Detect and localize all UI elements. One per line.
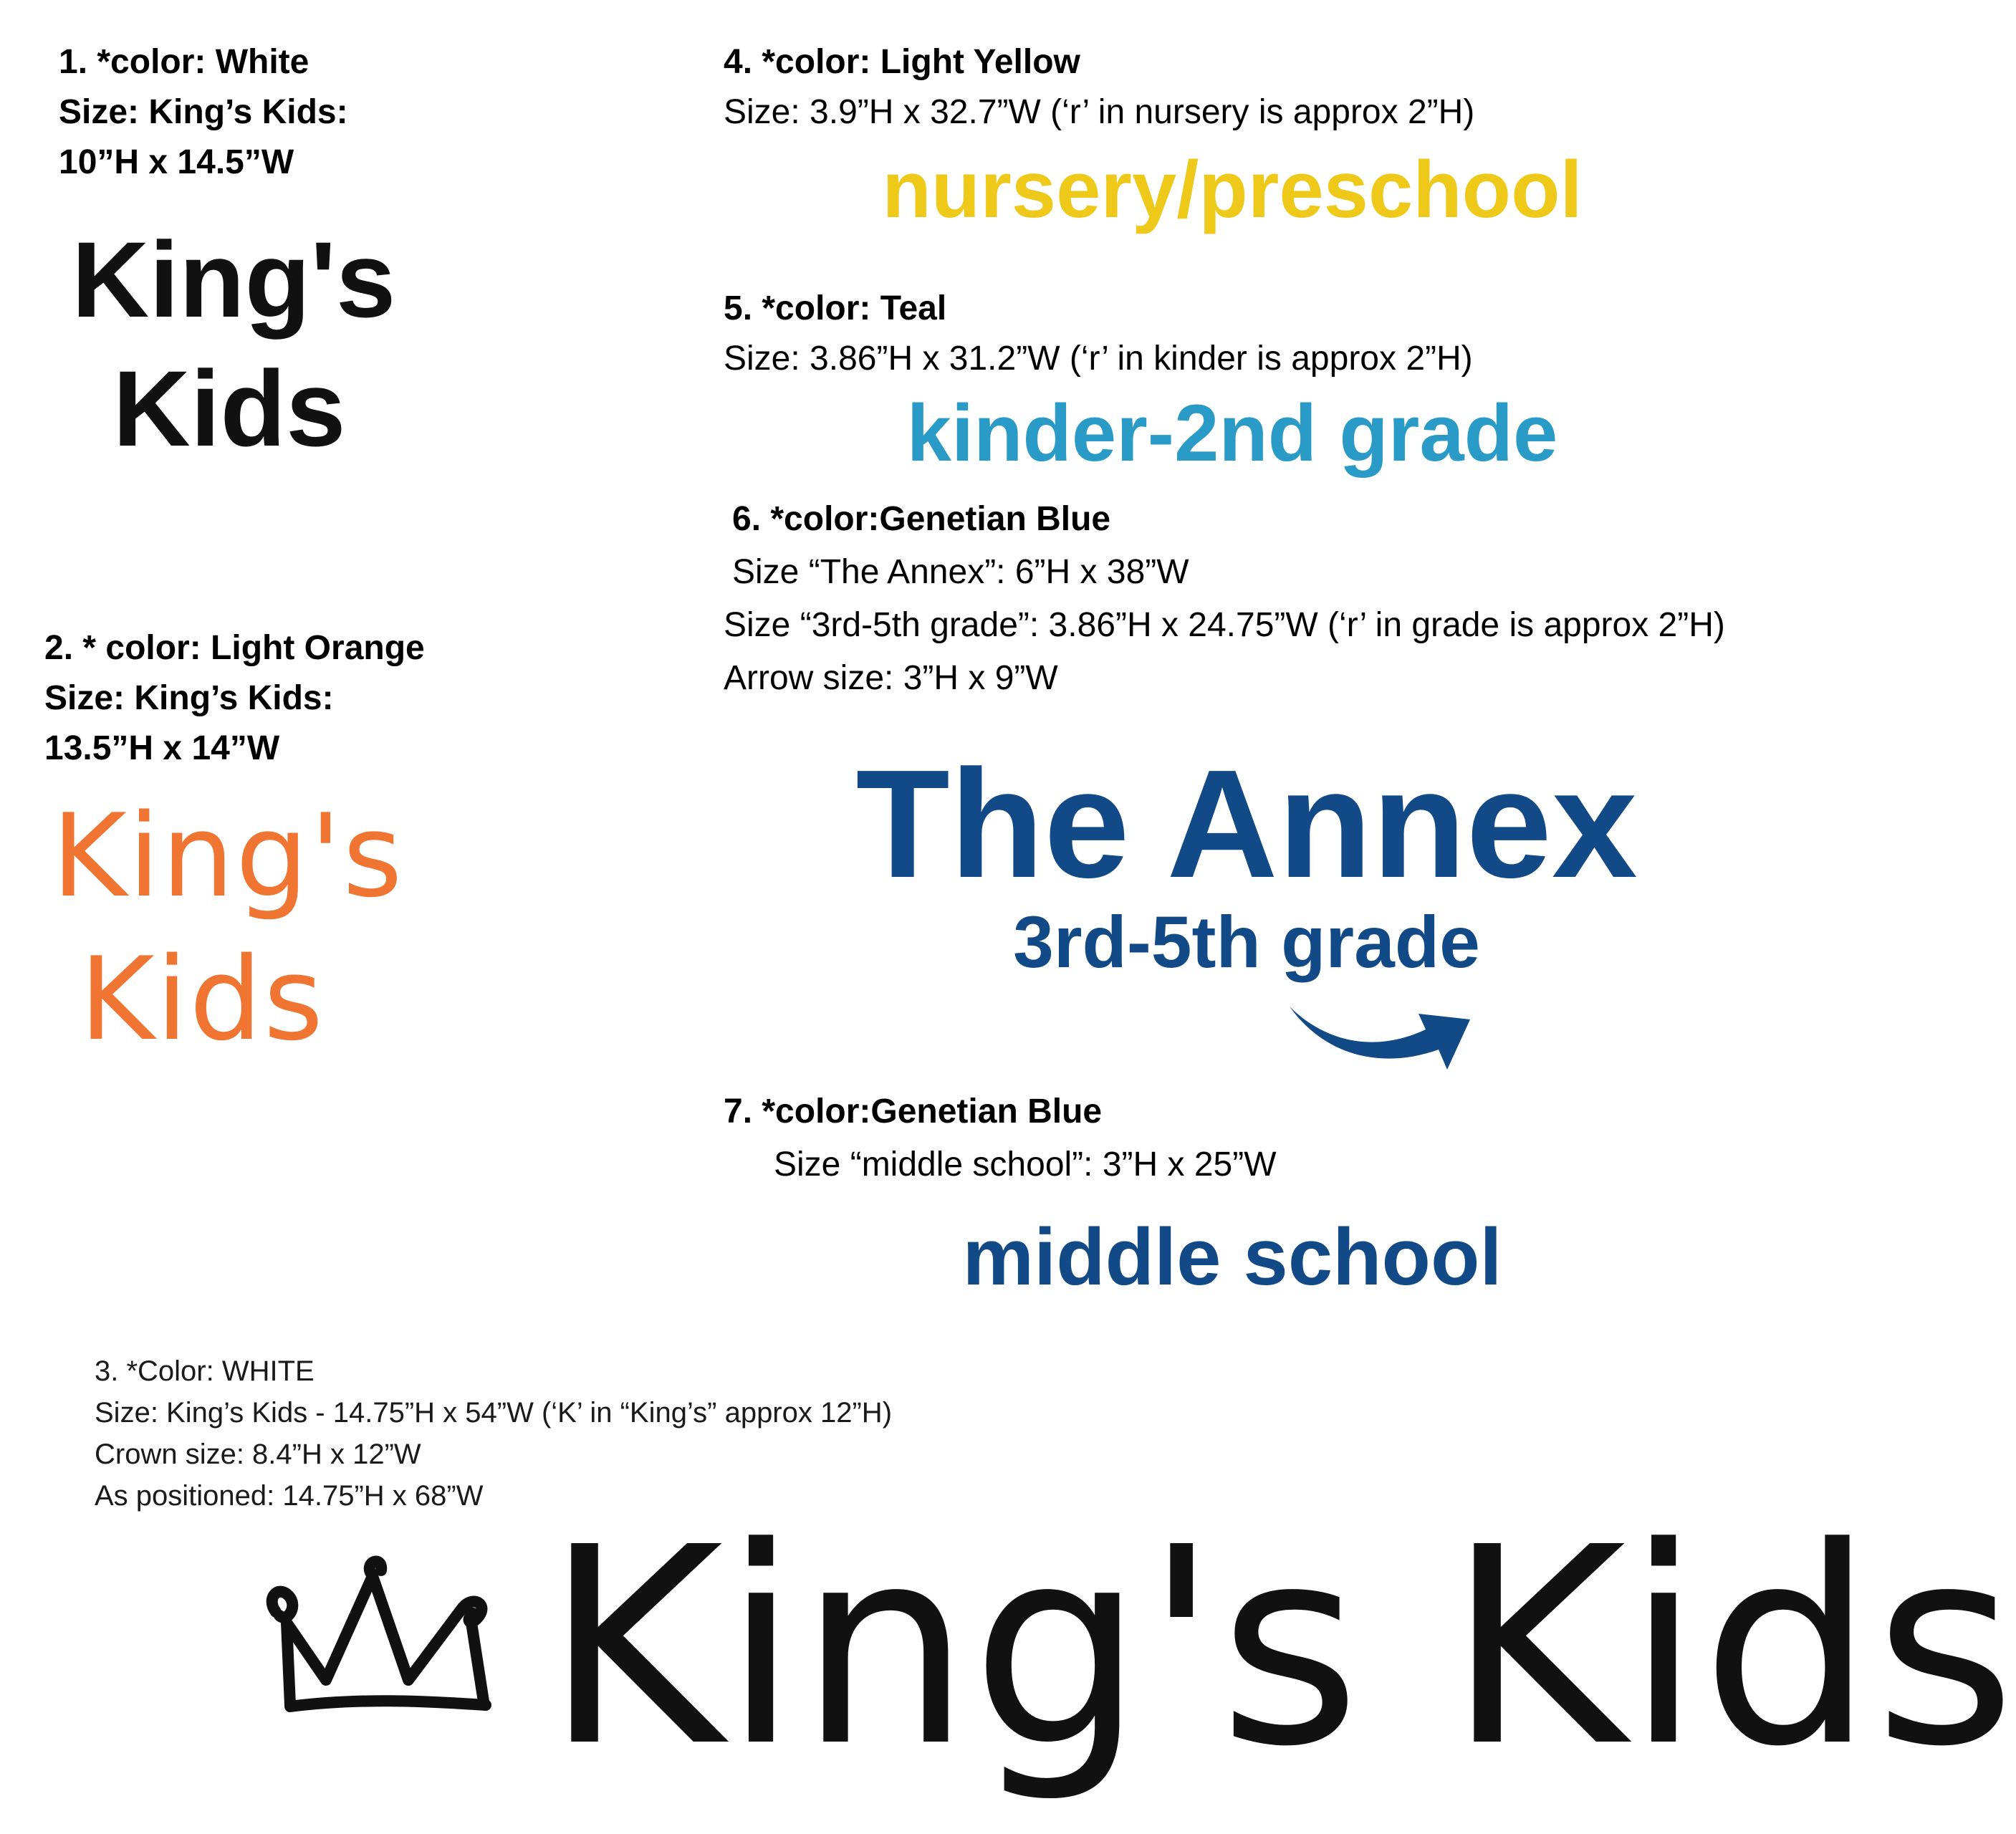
middle-school-sample: middle school — [962, 1212, 1502, 1302]
spec-6-grade-size: Size “3rd-5th grade”: 3.86”H x 24.75”W (‘r’ in grade is approx 2”H) — [724, 606, 1725, 644]
kings-kids-orange-line-1: King's — [52, 789, 404, 923]
spec-3-title: 3. *Color: WHITE — [95, 1355, 315, 1387]
spec-7 — [724, 1085, 1277, 1191]
spec-6-annex-size: Size “The Annex”: 6”H x 38”W — [732, 553, 1189, 591]
spec-7-size: Size “middle school”: 3”H x 25”W — [774, 1146, 1277, 1184]
spec-2 — [44, 623, 425, 774]
spec-5-size: Size: 3.86”H x 31.2”W (‘r’ in kinder is approx 2”H) — [724, 340, 1473, 378]
spec-1-title: 1. *color: White — [59, 43, 309, 81]
crown-icon — [258, 1555, 509, 1734]
the-annex-sample: The Annex — [855, 737, 1638, 910]
kings-kids-white-sample — [72, 215, 396, 473]
spec-2-title: 2. * color: Light Orange — [44, 629, 425, 667]
spec-2-size: 13.5”H x 14”W — [44, 729, 280, 767]
spec-1 — [59, 37, 348, 188]
spec-5-title: 5. *color: Teal — [724, 289, 947, 327]
spec-6-arrow-size: Arrow size: 3”H x 9”W — [724, 659, 1058, 697]
spec-6 — [724, 493, 1725, 705]
third-fifth-grade-sample: 3rd-5th grade — [1013, 901, 1480, 983]
spec-4-title: 4. *color: Light Yellow — [724, 43, 1080, 81]
kings-kids-crown-sample: King's Kids — [544, 1489, 2016, 1806]
nursery-preschool-sample: nursery/preschool — [882, 145, 1583, 234]
spec-4-size: Size: 3.9”H x 32.7”W (‘r’ in nursery is approx 2”H) — [724, 93, 1475, 131]
kinder-2nd-grade-sample: kinder-2nd grade — [906, 388, 1558, 478]
spec-3-size: Size: King’s Kids - 14.75”H x 54”W (‘K’ in “King’s” approx 12”H) — [95, 1397, 893, 1429]
spec-2-size-label: Size: King’s Kids: — [44, 679, 334, 717]
spec-6-title: 6. *color:Genetian Blue — [732, 500, 1111, 538]
spec-3-crown-size: Crown size: 8.4”H x 12”W — [95, 1439, 421, 1470]
spec-1-size-label: Size: King’s Kids: — [59, 93, 348, 131]
kings-kids-line-1: King's — [72, 219, 396, 340]
curved-arrow-icon — [1282, 985, 1483, 1078]
kings-kids-line-2: Kids — [112, 348, 346, 469]
kings-kids-orange-line-2: Kids — [79, 932, 325, 1066]
spec-3-positioned-size: As positioned: 14.75”H x 68”W — [95, 1480, 484, 1512]
kings-kids-orange-sample — [52, 784, 404, 1071]
spec-7-title: 7. *color:Genetian Blue — [724, 1093, 1103, 1130]
spec-4 — [724, 37, 1474, 138]
spec-5 — [724, 284, 1473, 384]
spec-1-size: 10”H x 14.5”W — [59, 143, 294, 181]
